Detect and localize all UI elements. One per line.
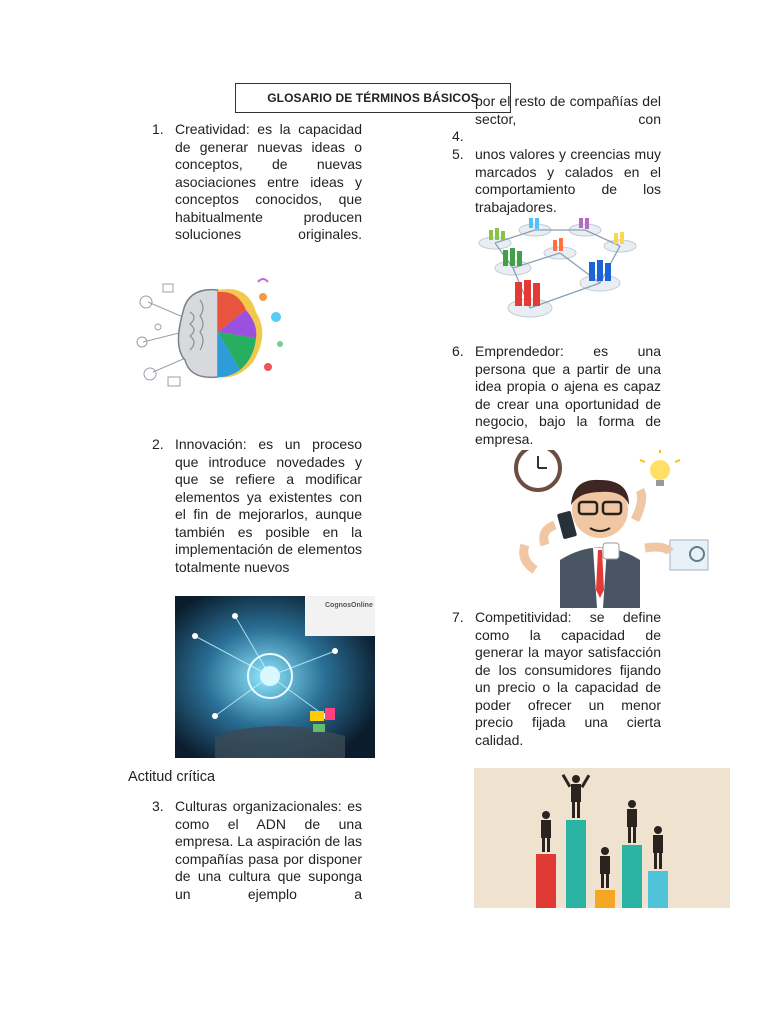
cognos-logo-text: CognosOnline	[325, 602, 373, 609]
competition-image	[474, 768, 730, 908]
list-number-6: 6.	[452, 343, 464, 359]
term-emprendedor: Emprendedor: es una persona que a partir de una idea propia o ajena es capaz de crear una oportunidad de negocio, bajo la forma de empresa.	[475, 343, 661, 447]
term-competitividad: Competitividad: se define como la capacidad de generar la mayor satisfacción de los consumidores fijando un precio o la capacidad de poder ofrecer un menor precio fijada una cierta calidad.	[475, 609, 661, 748]
list-number-4: 4.	[452, 128, 464, 144]
term-valores-creencias: unos valores y creencias muy marcados y calados en el comportamiento de los trabajadores.	[475, 146, 661, 215]
list-number-5: 5.	[452, 146, 464, 162]
list-number-7: 7.	[452, 609, 464, 625]
term-innovacion: Innovación: es un proceso que introduce novedades y que se refiere a modificar elementos ya existentes con el fin de mejorarlos, aunque también es posible en la implementación de elementos totalmente nuevos	[175, 436, 362, 575]
list-number-2: 2.	[152, 436, 164, 452]
list-number-1: 1.	[152, 121, 164, 137]
network-image	[475, 218, 640, 333]
section-heading-actitud-critica: Actitud crítica	[128, 769, 216, 785]
term-creatividad: Creatividad: es la capacidad de generar nuevas ideas o conceptos, de nuevas asociaciones entre ideas y conceptos conocidos, que habitualmente producen soluciones originales.	[175, 121, 362, 242]
page-title: GLOSARIO DE TÉRMINOS BÁSICOS	[267, 91, 479, 105]
term-culturas-organizacionales: Culturas organizacionales: es como el ADN de una empresa. La aspiración de las compañías pasa por disponer de una cultura que suponga un ejemplo a	[175, 798, 362, 902]
innovation-image	[175, 596, 375, 758]
list-number-3: 3.	[152, 798, 164, 814]
brain-image	[128, 272, 298, 396]
entrepreneur-image	[505, 450, 720, 608]
continuation-text: por el resto de compañías del sector, con	[475, 93, 661, 127]
page-title-box	[235, 83, 511, 113]
